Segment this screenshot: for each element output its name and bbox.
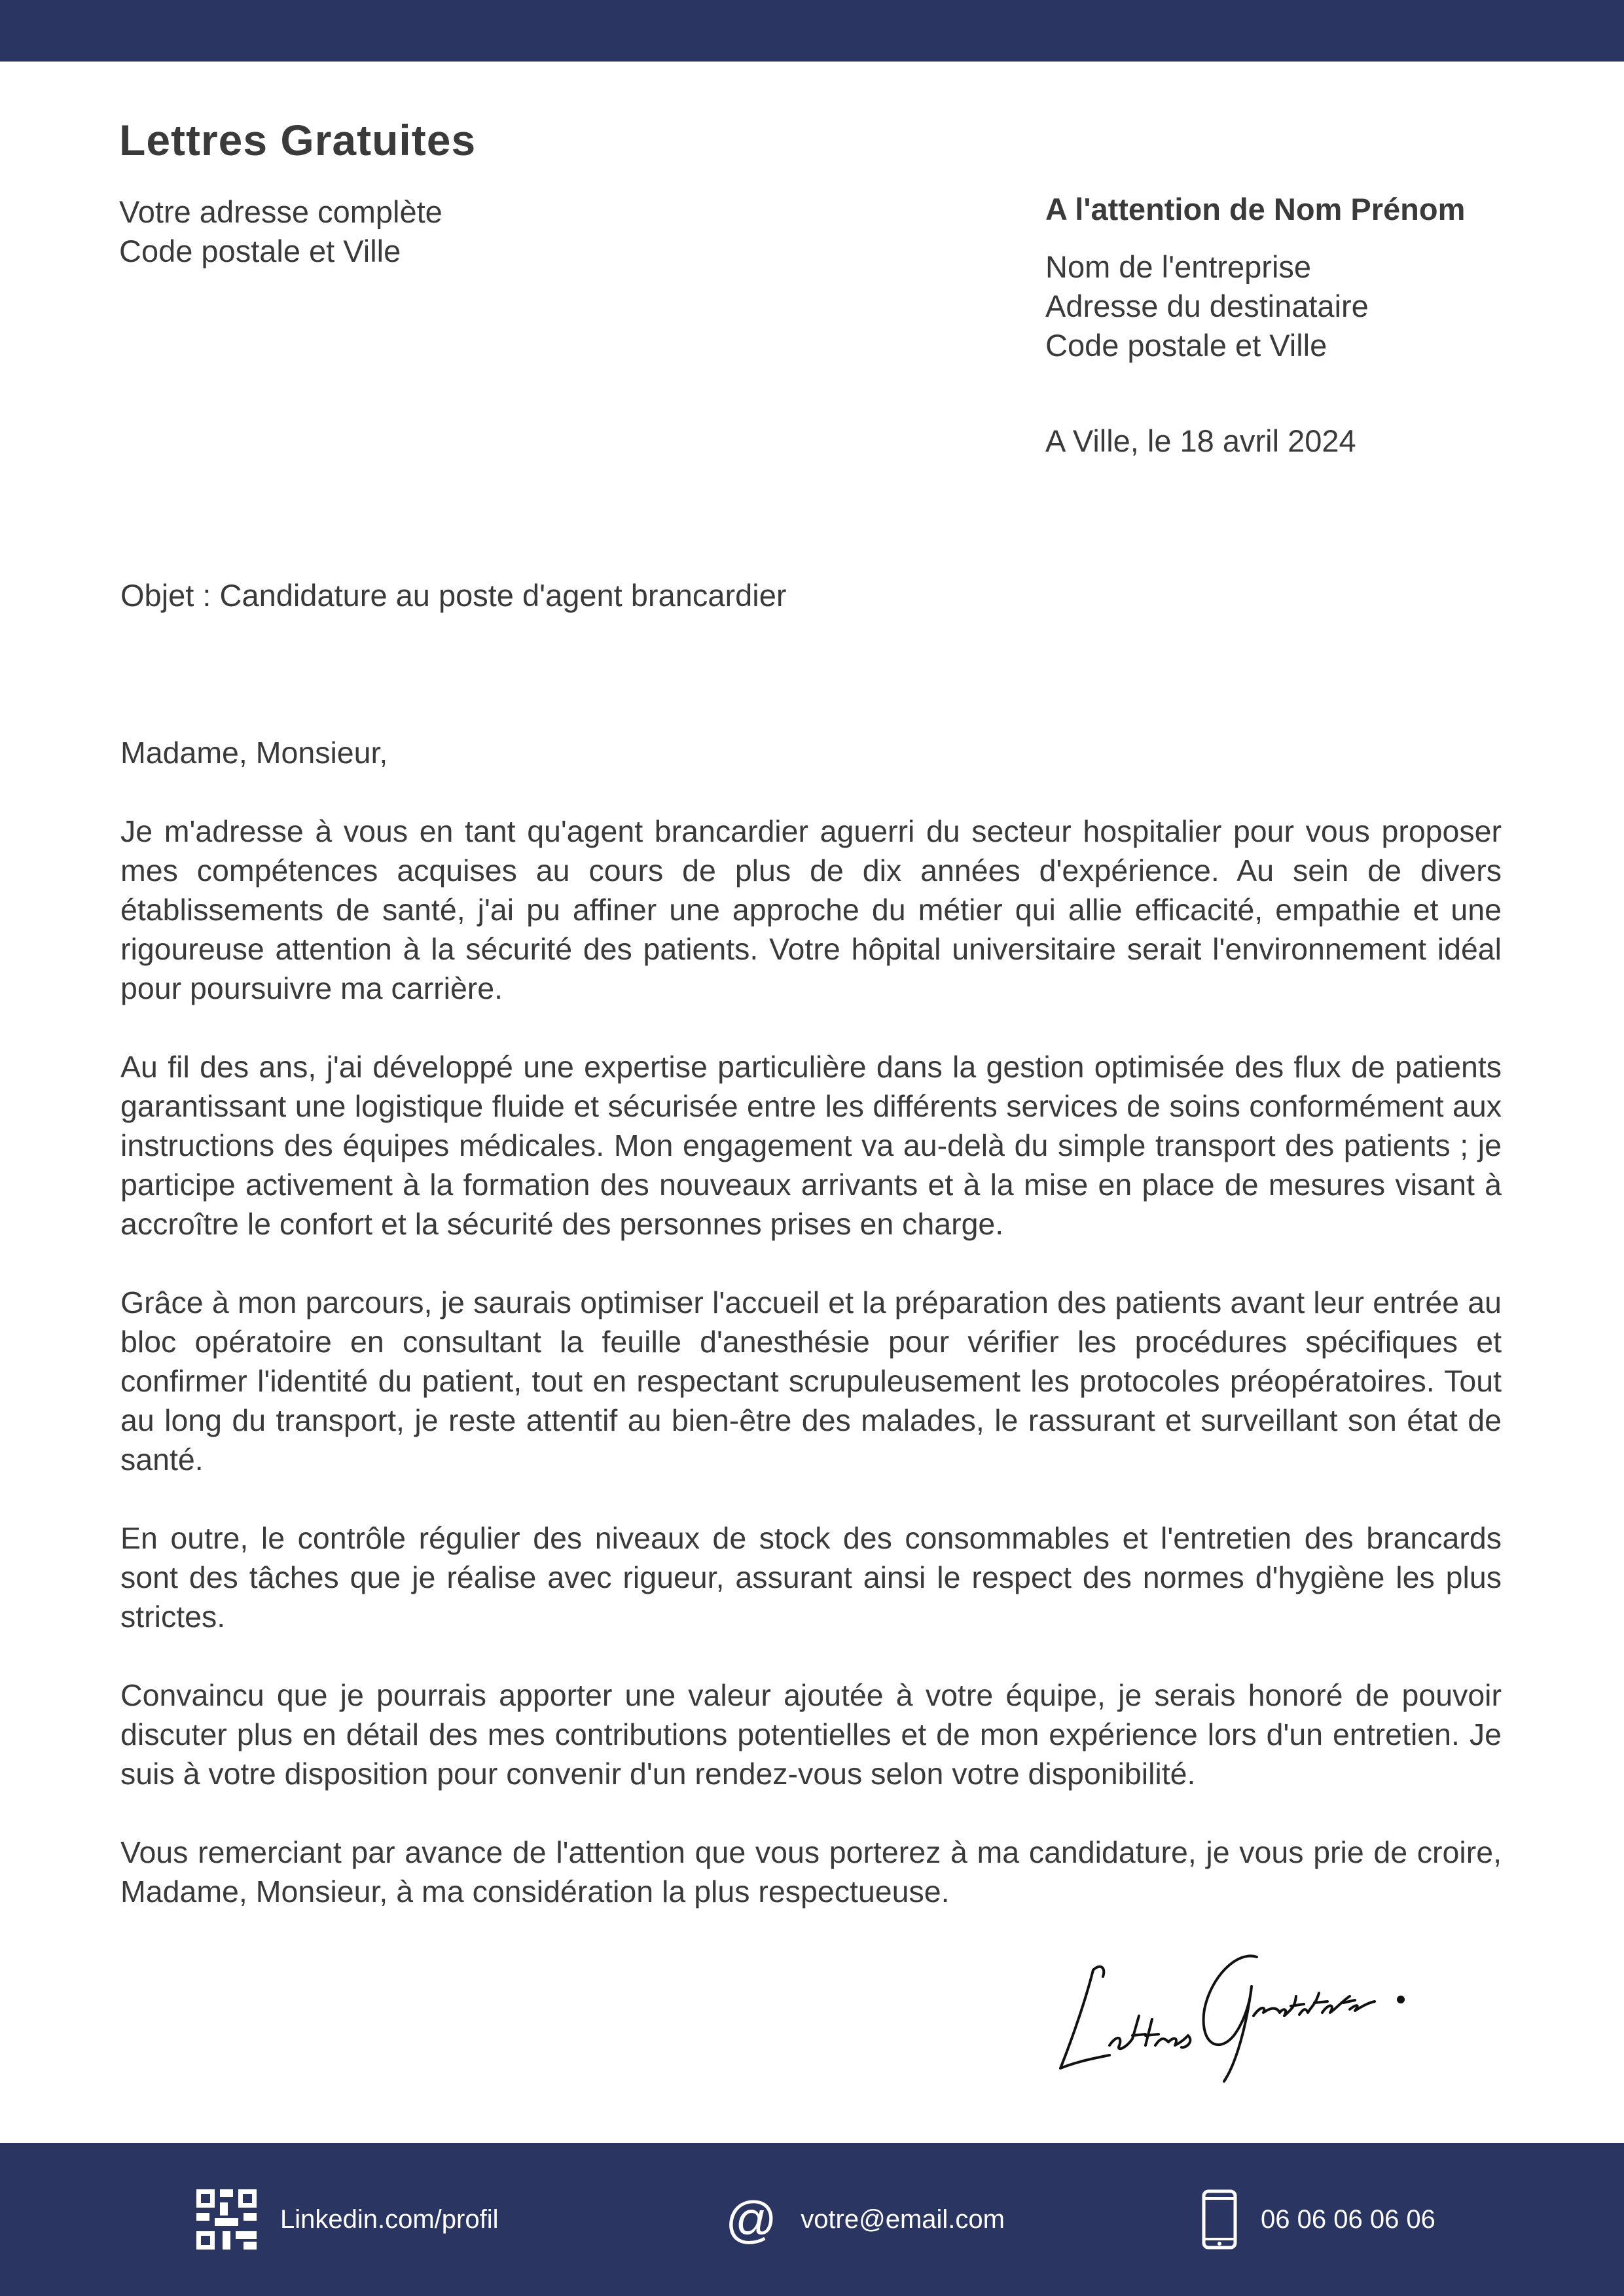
recipient-city: Code postale et Ville [1045,328,1327,363]
qr-code-icon [196,2189,257,2250]
paragraph: Au fil des ans, j'ai développé une expertise particulière dans la gestion optimisée des flux de patients garantissant une logistique fluide et sécurisée entre les différents services de soins conformément aux instructions des équipes médicales. Mon engagement va au-delà du simple transport des patients ; je participe activement à la formation des nouveaux arrivants et à la mise en place de mesures visant à accroître le confort et la sécurité des personnes prises en charge. [120,1050,1502,1241]
footer-band [0,2143,1624,2296]
at-sign-icon: @ [725,2191,778,2248]
recipient-address: Adresse du destinataire [1045,289,1369,323]
letter-subject: Objet : Candidature au poste d'agent brancardier [120,578,787,613]
smartphone-icon [1202,2189,1237,2250]
sender-address-line1: Votre adresse complète [119,194,442,229]
letter-body [120,733,1502,1950]
sender-address [119,192,442,271]
handwritten-signature [1047,1931,1440,2088]
header-band [0,0,1624,62]
sender-name: Lettres Gratuites [119,116,477,164]
paragraph: En outre, le contrôle régulier des niveaux de stock des consommables et l'entretien des brancards sont des tâches que je réalise avec rigueur, assurant ainsi le respect des normes d'hygiène les plus strictes. [120,1521,1502,1634]
footer-linkedin[interactable] [196,2143,499,2296]
salutation: Madame, Monsieur, [120,736,388,770]
recipient-attention: A l'attention de Nom Prénom [1045,192,1466,226]
paragraph: Grâce à mon parcours, je saurais optimiser l'accueil et la préparation des patients avant leur entrée au bloc opératoire en consultant la feuille d'anesthésie pour vérifier les procédures spécifiques et confirmer l'identité du patient, tout en respectant scrupuleusement les protocoles préopératoires. Tout au long du transport, je reste attentif au bien-être des malades, le rassurant et surveillant son état de santé. [120,1285,1502,1477]
letter-date: A Ville, le 18 avril 2024 [1045,423,1356,458]
sender-address-line2: Code postale et Ville [119,234,401,268]
recipient-block [1045,190,1465,365]
email-link[interactable]: votre@email.com [801,2204,1005,2234]
footer-email[interactable] [725,2143,1005,2296]
phone-number[interactable]: 06 06 06 06 06 [1261,2204,1435,2234]
paragraph: Je m'adresse à vous en tant qu'agent brancardier aguerri du secteur hospitalier pour vous proposer mes compétences acquises au cours de plus de dix années d'expérience. Au sein de divers établissements de santé, j'ai pu affiner une approche du métier qui allie efficacité, empathie et une rigoureuse attention à la sécurité des patients. Votre hôpital universitaire serait l'environnement idéal pour poursuivre ma carrière. [120,814,1502,1005]
paragraph: Convaincu que je pourrais apporter une valeur ajoutée à votre équipe, je serais honoré de pouvoir discuter plus en détail des mes contributions potentielles et de mon expérience lors d'un entretien. Je suis à votre disposition pour convenir d'un rendez-vous selon votre disponibilité. [120,1678,1502,1791]
linkedin-link[interactable]: Linkedin.com/profil [280,2204,499,2234]
paragraph: Vous remerciant par avance de l'attention que vous porterez à ma candidature, je vous prie de croire, Madame, Monsieur, à ma considération la plus respectueuse. [120,1835,1502,1909]
recipient-company: Nom de l'entreprise [1045,249,1312,284]
footer-phone[interactable] [1202,2143,1435,2296]
